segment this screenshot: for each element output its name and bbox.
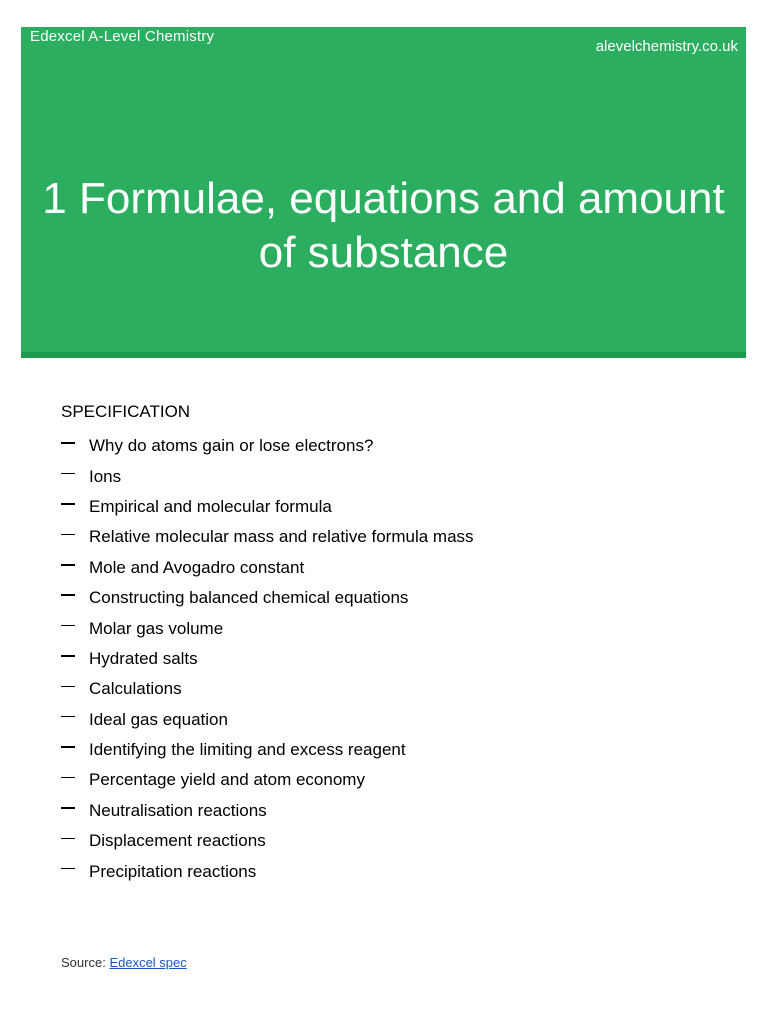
list-item-label: Empirical and molecular formula — [89, 496, 332, 516]
dash-bullet-icon — [61, 655, 75, 657]
dash-bullet-icon — [61, 534, 75, 536]
list-item — [61, 674, 474, 704]
list-item-label: Molar gas volume — [89, 618, 224, 638]
list-item — [61, 553, 474, 583]
list-item — [61, 826, 474, 856]
dash-bullet-icon — [61, 686, 75, 688]
list-item — [61, 492, 474, 522]
dash-bullet-icon — [61, 807, 75, 809]
source-line — [61, 955, 187, 970]
list-item-label: Why do atoms gain or lose electrons? — [89, 436, 374, 456]
list-item-label: Displacement reactions — [89, 831, 266, 851]
list-item-label: Percentage yield and atom economy — [89, 770, 365, 790]
list-item — [61, 583, 474, 613]
list-item — [61, 735, 474, 765]
dash-bullet-icon — [61, 838, 75, 840]
list-item-label: Mole and Avogadro constant — [89, 557, 305, 577]
dash-bullet-icon — [61, 473, 75, 475]
dash-bullet-icon — [61, 746, 75, 748]
course-label: Edexcel A-Level Chemistry — [30, 28, 215, 45]
banner-stripe — [21, 352, 746, 358]
list-item — [61, 796, 474, 826]
dash-bullet-icon — [61, 716, 75, 718]
page-title: 1 Formulae, equations and amount of substance — [42, 174, 725, 277]
list-item — [61, 613, 474, 643]
dash-bullet-icon — [61, 777, 75, 779]
dash-bullet-icon — [61, 625, 75, 627]
list-item-label: Calculations — [89, 679, 182, 699]
dash-bullet-icon — [61, 868, 75, 870]
list-item — [61, 431, 474, 461]
list-item-label: Hydrated salts — [89, 648, 198, 668]
dash-bullet-icon — [61, 594, 75, 596]
list-item — [61, 644, 474, 674]
list-item — [61, 522, 474, 552]
list-item — [61, 856, 474, 886]
list-item — [61, 461, 474, 491]
list-item-label: Constructing balanced chemical equations — [89, 588, 409, 608]
list-item-label: Precipitation reactions — [89, 861, 257, 881]
source-label: Source: — [61, 955, 106, 970]
dash-bullet-icon — [61, 503, 75, 505]
list-item-label: Ions — [89, 466, 122, 486]
dash-bullet-icon — [61, 564, 75, 566]
list-item-label: Neutralisation reactions — [89, 800, 267, 820]
site-label: alevelchemistry.co.uk — [595, 38, 738, 55]
dash-bullet-icon — [61, 442, 75, 444]
list-item-label: Ideal gas equation — [89, 709, 228, 729]
list-item-label: Identifying the limiting and excess reagent — [89, 740, 406, 760]
source-link[interactable]: Edexcel spec — [109, 955, 187, 970]
list-item — [61, 765, 474, 795]
specification-list — [61, 431, 474, 887]
list-item — [61, 705, 474, 735]
list-item-label: Relative molecular mass and relative formula mass — [89, 527, 474, 547]
specification-heading: SPECIFICATION — [61, 402, 191, 421]
